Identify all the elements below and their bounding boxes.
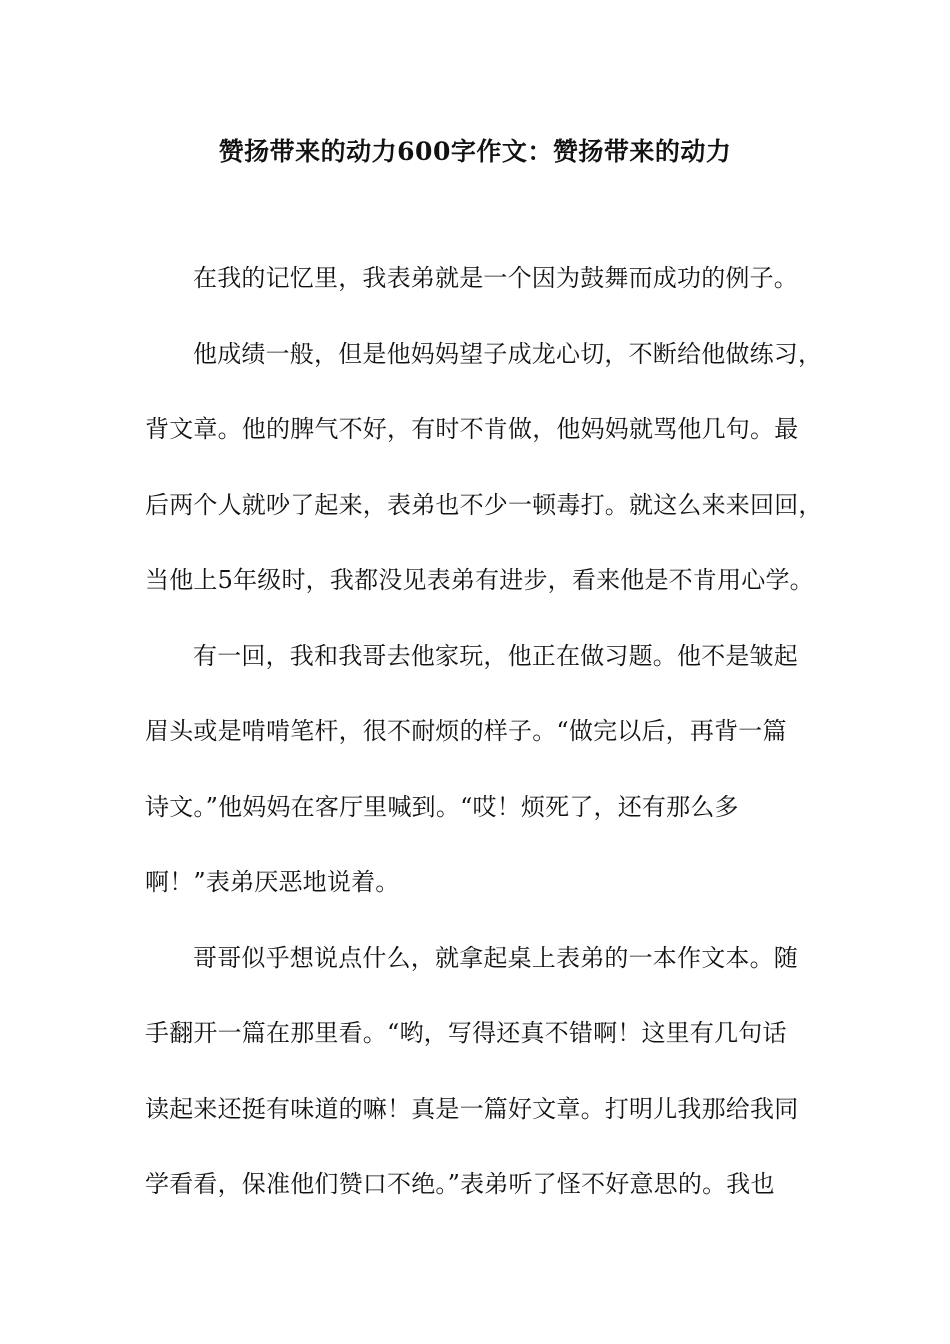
paragraph-line: 背文章。他的脾气不好，有时不肯做，他妈妈就骂他几句。最 <box>145 415 799 443</box>
paragraph-line: 哥哥似乎想说点什么，就拿起桌上表弟的一本作文本。随 <box>193 943 798 972</box>
paragraph-line: 有一回，我和我哥去他家玩，他正在做习题。他不是皱起 <box>193 641 798 670</box>
paragraph-line: 啊！”表弟厌恶地说着。 <box>145 868 400 896</box>
paragraph-line: 他成绩一般，但是他妈妈望子成龙心切，不断给他做练习， <box>193 339 823 368</box>
paragraph-line: 学看看，保准他们赞口不绝。”表弟听了怪不好意思的。我也 <box>145 1170 775 1198</box>
paragraph-line: 读起来还挺有味道的嘛！真是一篇好文章。打明儿我那给我同 <box>145 1094 799 1123</box>
paragraph-line: 当他上5年级时，我都没见表弟有进步，看来他是不肯用心学。 <box>145 566 814 594</box>
paragraph-line: 诗文。”他妈妈在客厅里喊到。“哎！烦死了，还有那么多 <box>145 792 739 821</box>
paragraph-line: 在我的记忆里，我表弟就是一个因为鼓舞而成功的例子。 <box>193 264 798 292</box>
document-title: 赞扬带来的动力600字作文：赞扬带来的动力 <box>218 137 732 166</box>
paragraph-line: 后两个人就吵了起来，表弟也不少一顿毒打。就这么来来回回， <box>145 490 823 519</box>
document-body <box>145 248 835 1230</box>
paragraph-line: 手翻开一篇在那里看。“哟，写得还真不错啊！这里有几句话 <box>145 1019 787 1047</box>
paragraph-line: 眉头或是啃啃笔杆，很不耐烦的样子。“做完以后，再背一篇 <box>145 717 787 745</box>
